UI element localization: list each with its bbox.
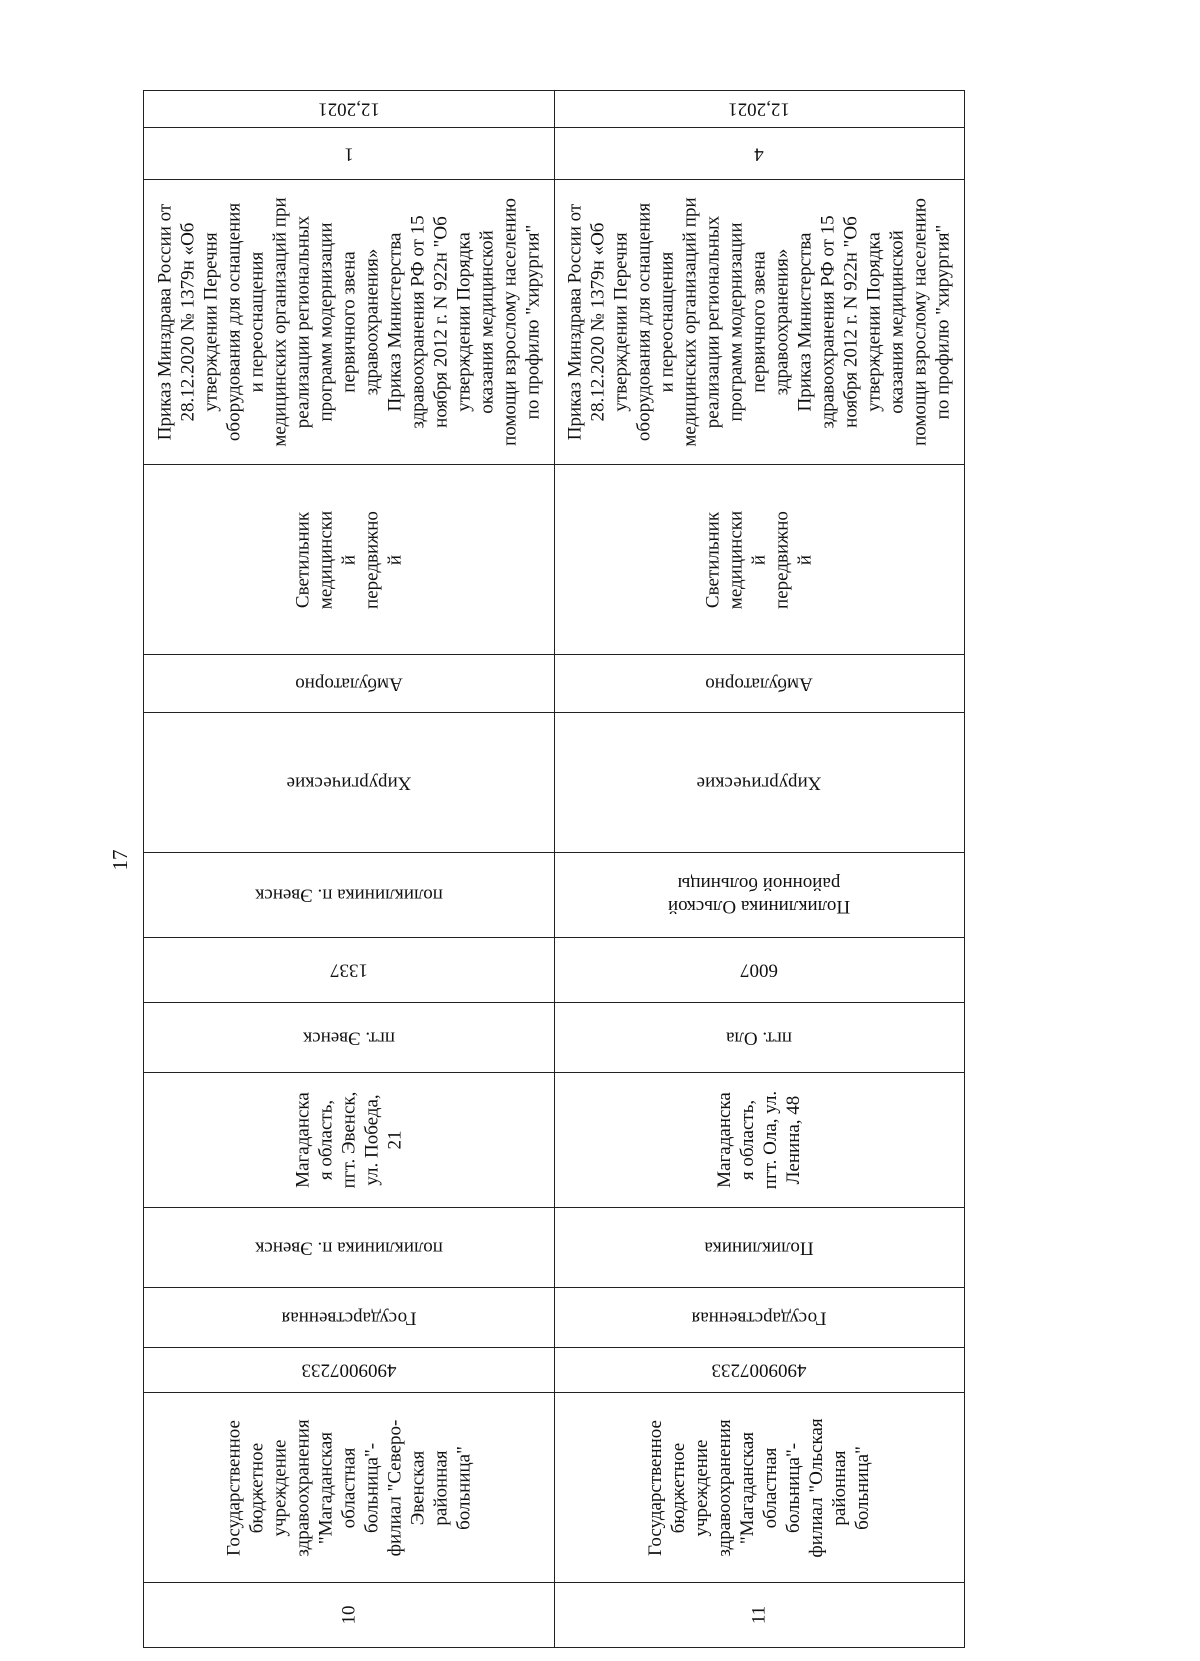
ownership-cell — [144, 1288, 554, 1348]
organization-cell — [555, 1393, 965, 1583]
period-cell — [555, 91, 965, 128]
number-text: 11 — [748, 1605, 770, 1625]
legal-basis-text: Приказ Минздрава России от 28.12.2020 № 1379н «Об утверждении Перечня оборудования для оснащения и переоснащения медицинских организаций при реализации региональных программ модернизации первичного звена здравоохранения» Приказ Министерства здравоохранения РФ от 15 ноября 2012 г. N 922н "Об утверждении Порядка оказания медицинской помощи взрослому населению по профилю "хирургия" — [564, 197, 954, 447]
inn-cell — [144, 1348, 554, 1393]
address-cell — [555, 1073, 965, 1208]
settlement-cell — [144, 1003, 554, 1073]
unit-name-cell — [144, 853, 554, 938]
quantity-cell — [555, 128, 965, 180]
population-text: 1337 — [329, 959, 368, 981]
profile-text: Хирургические — [696, 772, 822, 793]
table-row-10 — [144, 91, 554, 1647]
population-text: 6007 — [740, 959, 779, 981]
period-text: 12,2021 — [317, 98, 380, 120]
quantity-text: 1 — [344, 143, 354, 164]
equipment-cell — [144, 465, 554, 655]
quantity-cell — [144, 128, 554, 180]
period-text: 12,2021 — [728, 98, 791, 120]
legal-basis-text: Приказ Минздрава России от 28.12.2020 № 1379н «Об утверждении Перечня оборудования для оснащения и переоснащения медицинских организаций при реализации региональных программ модернизации первичного звена здравоохранения» Приказ Министерства здравоохранения РФ от 15 ноября 2012 г. N 922н "Об утверждении Порядка оказания медицинской помощи взрослому населению по профилю "хирургия" — [154, 197, 544, 447]
organization-text: Государственное бюджетное учреждение здравоохранения "Магаданская областная больница"- филиал "Ольская районная больница" — [645, 1417, 874, 1558]
equipment-table — [143, 90, 965, 1648]
facility-type-text: поликлиника п. Эвенск — [254, 1237, 443, 1258]
profile-cell — [555, 713, 965, 853]
ownership-cell — [555, 1288, 965, 1348]
settlement-text: пгт. Ола — [726, 1027, 793, 1048]
legal-basis-cell — [144, 180, 554, 465]
population-cell — [555, 938, 965, 1003]
number-cell — [555, 1583, 965, 1647]
equipment-cell — [555, 465, 965, 655]
settlement-text: пгт. Эвенск — [302, 1027, 395, 1048]
care-form-cell — [144, 655, 554, 713]
inn-cell — [555, 1348, 965, 1393]
ownership-text: Государственная — [691, 1307, 827, 1328]
number-text: 10 — [338, 1605, 360, 1625]
population-cell — [144, 938, 554, 1003]
unit-name-text: поликлиника п. Эвенск — [254, 884, 443, 906]
organization-cell — [144, 1393, 554, 1583]
care-form-text: Амбулаторно — [295, 673, 403, 694]
facility-type-text: Поликлиника — [704, 1237, 814, 1258]
number-cell — [144, 1583, 554, 1647]
settlement-cell — [555, 1003, 965, 1073]
equipment-text: Светильник медицински й передвижно й — [292, 510, 406, 609]
inn-text: 4909007233 — [301, 1359, 397, 1381]
unit-name-text: Поликлиника Ольской районной больницы — [668, 873, 851, 917]
organization-text: Государственное бюджетное учреждение здравоохранения "Магаданская областная больница"- филиал "Северо- Эвенская районная больница" — [223, 1418, 475, 1557]
address-text: Магаданска я область, пгт. Эвенск, ул. Победа, 21 — [292, 1091, 406, 1189]
profile-text: Хирургические — [286, 772, 412, 793]
inn-text: 4909007233 — [711, 1359, 807, 1381]
care-form-text: Амбулаторно — [705, 673, 813, 694]
legal-basis-cell — [555, 180, 965, 465]
facility-type-cell — [555, 1208, 965, 1288]
profile-cell — [144, 713, 554, 853]
address-cell — [144, 1073, 554, 1208]
facility-type-cell — [144, 1208, 554, 1288]
quantity-text: 4 — [754, 143, 764, 164]
page-number: 17 — [107, 849, 132, 871]
ownership-text: Государственная — [281, 1307, 417, 1328]
table-row-11 — [554, 91, 965, 1647]
care-form-cell — [555, 655, 965, 713]
period-cell — [144, 91, 554, 128]
equipment-text: Светильник медицински й передвижно й — [702, 510, 816, 609]
address-text: Магаданска я область, пгт. Ола, ул. Ленина, 48 — [714, 1090, 805, 1190]
unit-name-cell — [555, 853, 965, 938]
